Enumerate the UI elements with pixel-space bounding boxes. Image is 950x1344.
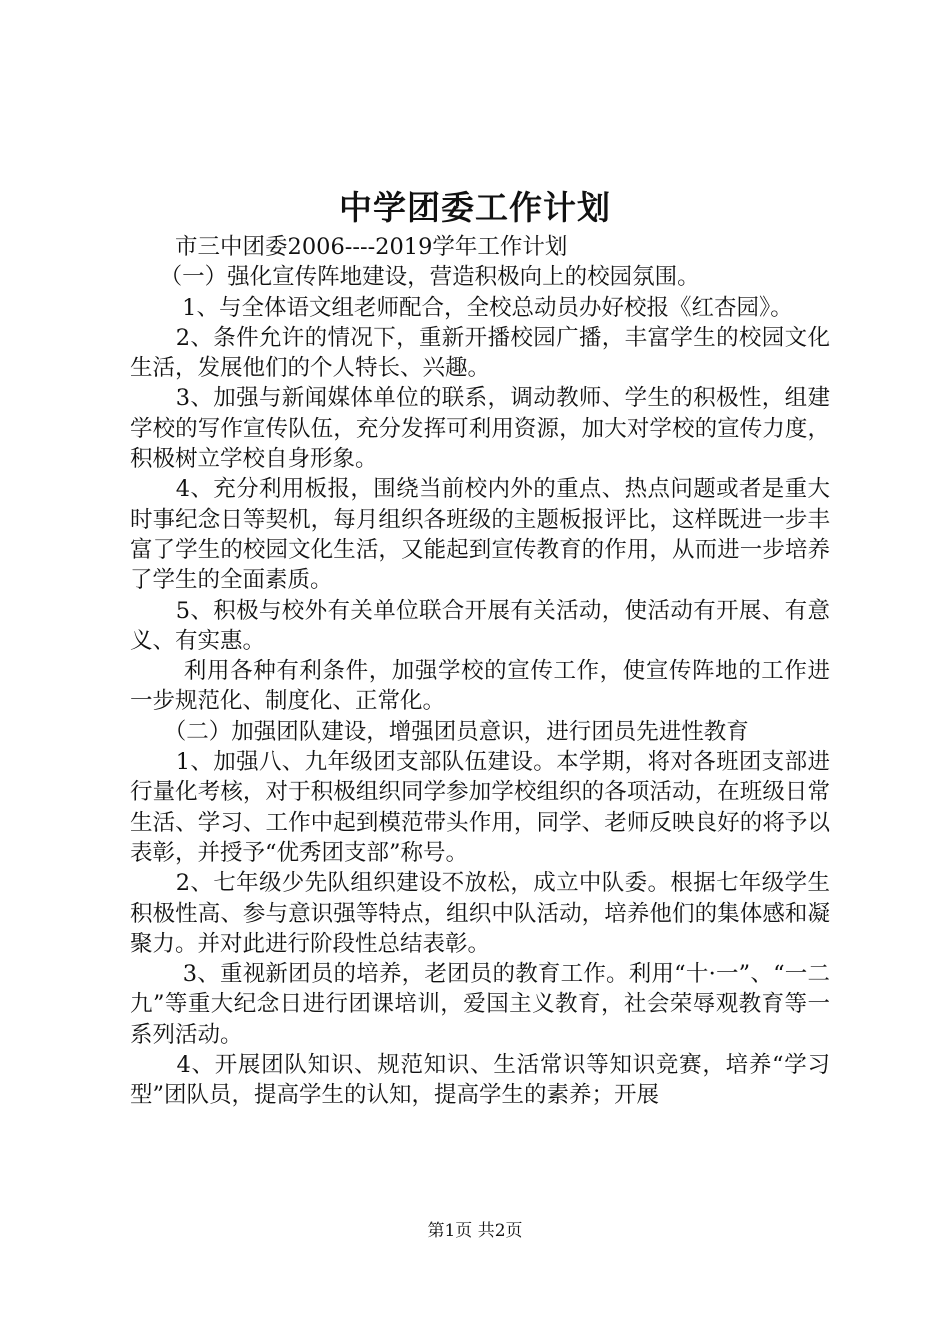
paragraph-item: 2、七年级少先队组织建设不放松，成立中队委。根据七年级学生积极性高、参与意识强等特点，组织中队活动，培养他们的集体感和凝聚力。并对此进行阶段性总结表彰。 bbox=[130, 870, 830, 957]
paragraph-summary: 利用各种有利条件，加强学校的宣传工作，使宣传阵地的工作进一步规范化、制度化、正常化。 bbox=[130, 658, 830, 715]
paragraph-item: 1、与全体语文组老师配合，全校总动员办好校报《红杏园》。 bbox=[130, 294, 793, 321]
paragraph-item: 3、重视新团员的培养，老团员的教育工作。利用“十·一”、“一二九”等重大纪念日进行团课培训，爱国主义教育，社会荣辱观教育等一系列活动。 bbox=[130, 961, 830, 1048]
document-body bbox=[130, 232, 830, 1111]
paragraph-item: 5、积极与校外有关单位联合开展有关活动，使活动有开展、有意义、有实惠。 bbox=[130, 597, 830, 654]
page-number-footer: 第1页 共2页 bbox=[427, 1221, 523, 1241]
document-title: 中学团委工作计划 bbox=[339, 188, 611, 227]
paragraph-item: 4、开展团队知识、规范知识、生活常识等知识竞赛，培养“学习型”团队员，提高学生的认知，提高学生的素养；开展 bbox=[130, 1052, 830, 1109]
paragraph-item: 3、加强与新闻媒体单位的联系，调动教师、学生的积极性，组建学校的写作宣传队伍，充分发挥可利用资源，加大对学校的宣传力度，积极树立学校自身形象。 bbox=[130, 385, 830, 473]
paragraph-section-1-heading: （一）强化宣传阵地建设，营造积极向上的校园氛围。 bbox=[130, 264, 700, 291]
paragraph-plan-header: 市三中团委2006----2019学年工作计划 bbox=[130, 234, 568, 260]
paragraph-item: 4、充分利用板报，围绕当前校内外的重点、热点问题或者是重大时事纪念日等契机，每月组织各班级的主题板报评比，这样既进一步丰富了学生的校园文化生活，又能起到宣传教育的作用，从而进一步培养了学生的全面素质。 bbox=[130, 476, 830, 594]
paragraph-item: 2、条件允许的情况下，重新开播校园广播，丰富学生的校园文化生活，发展他们的个人特长、兴趣。 bbox=[130, 324, 830, 382]
paragraph-item: 1、加强八、九年级团支部队伍建设。本学期，将对各班团支部进行量化考核，对于积极组织同学参加学校组织的各项活动，在班级日常生活、学习、工作中起到模范带头作用，同学、老师反映良好的将予以表彰，并授予“优秀团支部”称号。 bbox=[130, 749, 830, 866]
paragraph-section-2-heading: （二）加强团队建设，增强团员意识，进行团员先进性教育 bbox=[130, 718, 749, 745]
